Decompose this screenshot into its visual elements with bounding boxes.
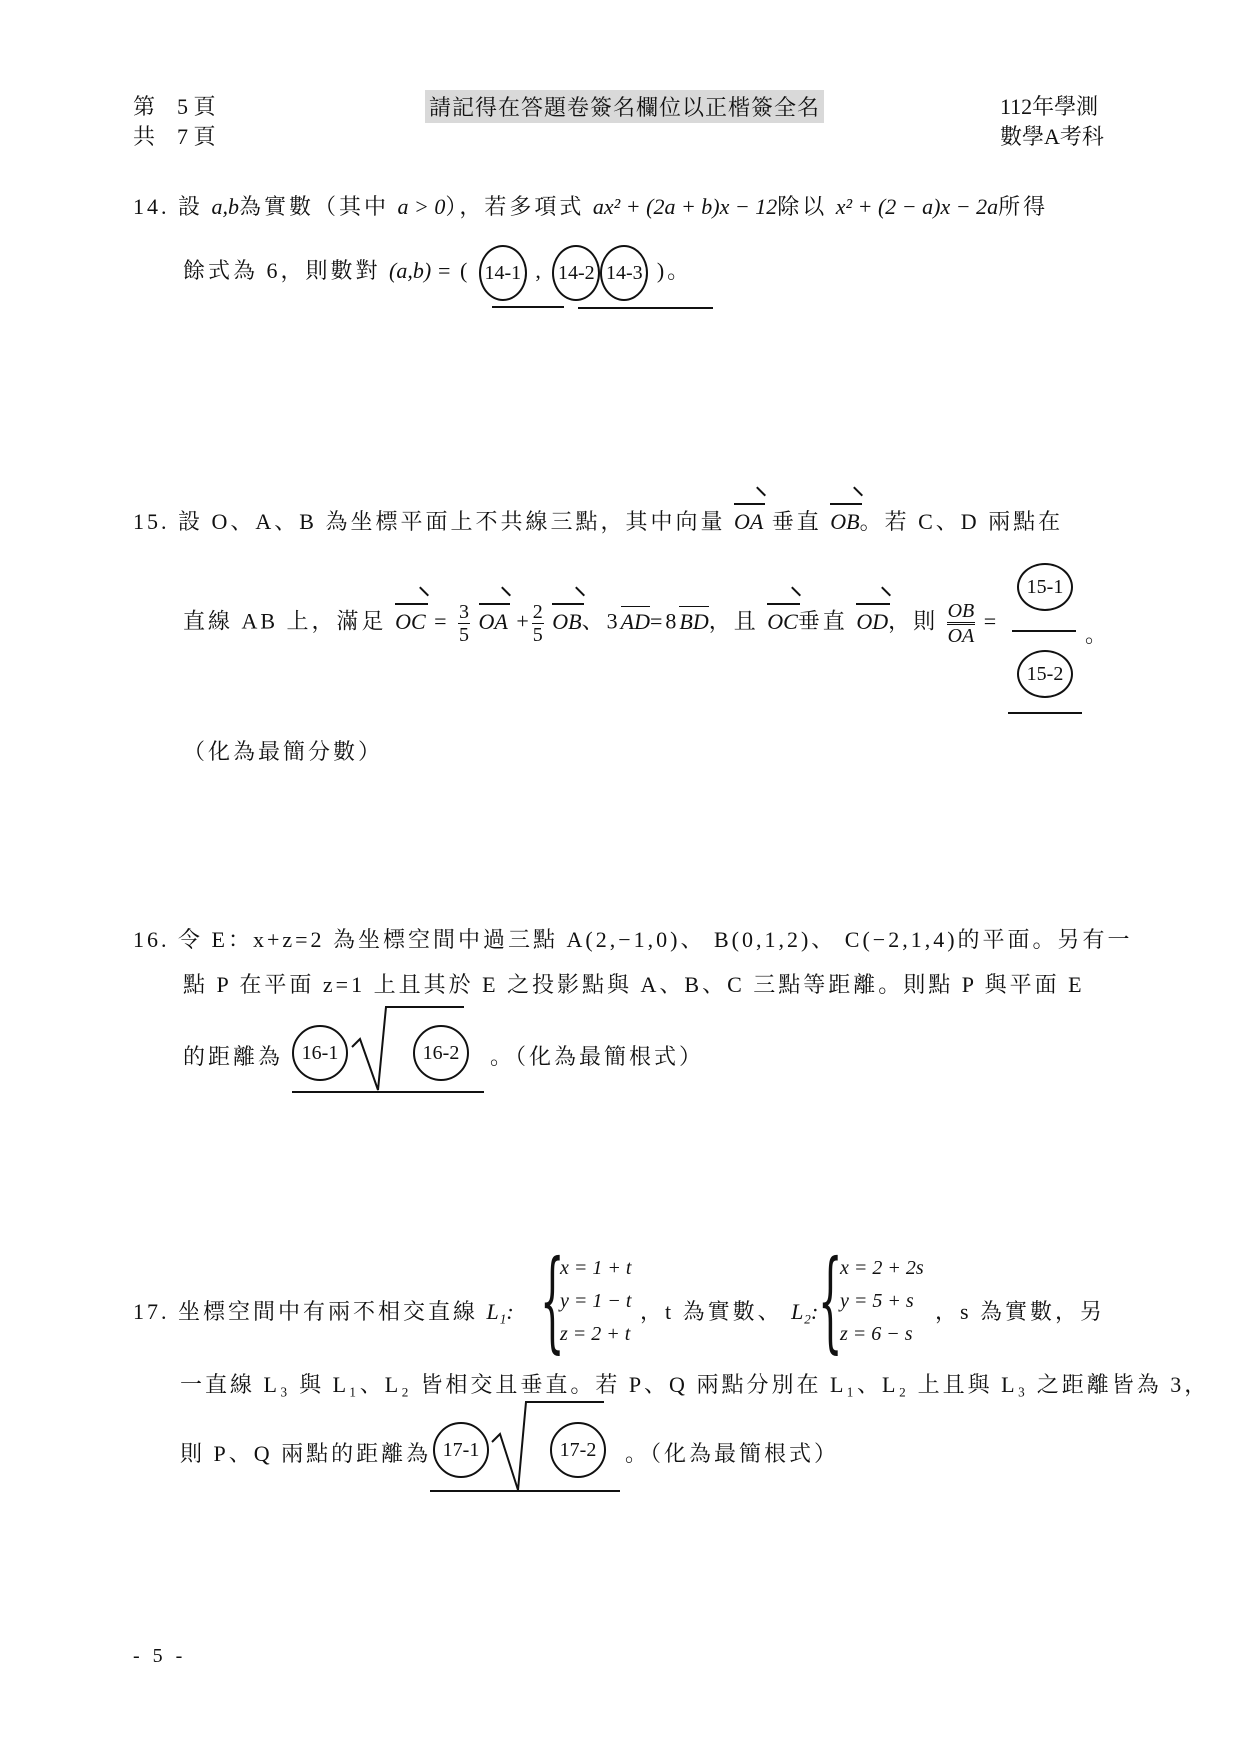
polynomial-dividend: ax² + (2a + b)x − 12 xyxy=(592,194,778,219)
signature-notice: 請記得在答題卷簽名欄位以正楷簽全名 xyxy=(425,90,824,123)
question-number: 15. xyxy=(133,509,170,534)
underline-14-23 xyxy=(578,307,713,309)
question-15-line2: 直線 AB 上，滿足 OC = $\frac{3}{5}$ OA + $\frac{2}{5}$ OB、3AD=8BD，且 OC垂直 OD，則 $\frac{OB}{OA}$ = xyxy=(183,600,1000,647)
fraction-2-5: $\frac{2}{5}$ xyxy=(532,601,543,646)
question-number: 14. xyxy=(133,194,170,219)
question-16-line2: 點 P 在平面 z=1 上且其於 E 之投影點與 A、B、C 三點等距離。則點 P 與平面 E xyxy=(183,972,1085,997)
question-17-line2: 一直線 L₃ 與 L₁、L₂ 皆相交且垂直。若 P、Q 兩點分別在 L₁、L₂ 上且與 L₃ 之距離皆為 3， xyxy=(180,1372,1210,1397)
brace-l1: { xyxy=(540,1236,565,1364)
line-l1-equations: x = 1 + t y = 1 − t z = 2 + t xyxy=(560,1257,632,1345)
ratio-ob-oa: $\frac{OB}{OA}$ xyxy=(947,600,975,647)
answer-blank-14-2[interactable]: 14-2 xyxy=(552,245,600,301)
question-16-line1: 16. 令 E：x+z=2 為坐標空間中過三點 A(2,−1,0)、 B(0,1,2)、 C(−2,1,4)的平面。另有一 xyxy=(133,927,1133,952)
question-17-line3: 則 P、Q 兩點的距離為 xyxy=(180,1441,432,1466)
simplify-radical-note-17: 。（化為最簡根式） xyxy=(625,1441,840,1466)
brace-l2: { xyxy=(818,1236,843,1364)
question-14-line1: 14. 設 a,b為實數（其中 a > 0），若多項式 ax² + (2a + b)x − 12除以 x² + (2 − a)x − 2a所得 xyxy=(133,194,1049,219)
question-number: 16. xyxy=(133,927,170,952)
answer-fraction-15 xyxy=(1010,563,1080,611)
answer-blank-15-2[interactable]: 15-2 xyxy=(1017,650,1073,698)
question-15-line1: 15. 設 O、A、B 為坐標平面上不共線三點，其中向量 OA 垂直 OB。若 C、D 兩點在 xyxy=(133,509,1064,534)
polynomial-divisor: x² + (2 − a)x − 2a xyxy=(835,194,999,219)
question-14-line2: 餘式為 6，則數對 (a,b) = ( 14-1 , 14-2 14-3 )。 xyxy=(183,245,692,301)
answer-blank-17-2[interactable]: 17-2 xyxy=(550,1422,606,1478)
line-l2-equations: x = 2 + 2s y = 5 + s z = 6 − s xyxy=(840,1257,924,1345)
fraction-bar-15 xyxy=(1012,630,1076,632)
segment-ad: AD xyxy=(620,608,650,634)
underline-16 xyxy=(292,1091,484,1093)
segment-bd: BD xyxy=(679,608,709,634)
vector-od: OD xyxy=(856,608,889,634)
question-number: 17. xyxy=(133,1299,170,1324)
underline-14-1 xyxy=(492,306,564,308)
line-l1-label: L₁: xyxy=(486,1299,514,1324)
line-l2-label: L₂: xyxy=(791,1299,819,1324)
period: 。 xyxy=(1085,622,1111,647)
page-number-label: 第 5 頁 xyxy=(133,94,216,119)
fraction-3-5: $\frac{3}{5}$ xyxy=(459,601,470,646)
question-17-line1: 17. 坐標空間中有兩不相交直線 L₁: xyxy=(133,1299,514,1324)
vector-oc: OC xyxy=(395,608,426,634)
underline-17 xyxy=(430,1490,620,1492)
answer-blank-14-1[interactable]: 14-1 xyxy=(479,245,527,301)
footer-page-number: - 5 - xyxy=(133,1645,187,1667)
simplify-radical-note-16: 。（化為最簡根式） xyxy=(490,1044,705,1069)
answer-blank-14-3[interactable]: 14-3 xyxy=(600,245,648,301)
vector-oc-2: OC xyxy=(767,608,798,634)
vector-ob: OB xyxy=(830,509,860,534)
answer-blank-17-1[interactable]: 17-1 xyxy=(433,1422,489,1478)
answer-blank-16-2[interactable]: 16-2 xyxy=(413,1025,469,1081)
subject-label: 數學A考科 xyxy=(1000,124,1104,149)
answer-blank-15-1[interactable]: 15-1 xyxy=(1017,563,1073,611)
answer-blank-16-1[interactable]: 16-1 xyxy=(292,1025,348,1081)
simplify-fraction-note: （化為最簡分數） xyxy=(183,739,384,764)
exam-year: 112年學測 xyxy=(1000,94,1099,119)
vector-oa: OA xyxy=(733,509,764,534)
question-16-line3: 的距離為 xyxy=(183,1044,284,1069)
total-pages-label: 共 7 頁 xyxy=(133,124,216,149)
underline-15 xyxy=(1008,712,1082,714)
